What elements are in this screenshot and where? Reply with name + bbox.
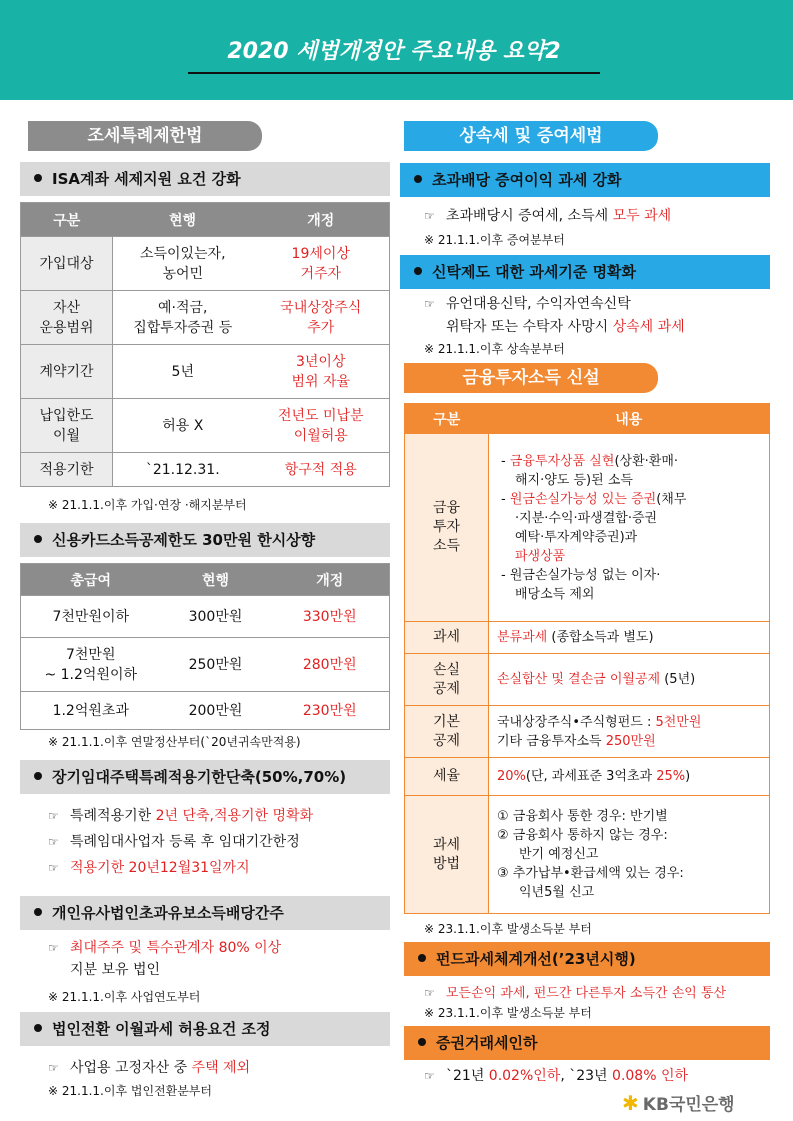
table-isa [20,202,390,487]
heading-corp-text: 법인전환 이월과세 허용요건 조정 [52,1020,271,1038]
pointing-hand-icon: ☞ [48,1061,59,1075]
pointing-hand-icon: ☞ [424,297,435,311]
table-cell-current: 200만원 [161,692,271,730]
note-finance: ※ 23.1.1.이후 발생소득분 부터 [424,922,592,936]
text-highlight: 0.02%인하 [488,1068,561,1084]
table-cell-current: 5년 [113,345,253,399]
text: (단, 과세표준 3억초과 [525,769,657,784]
heading-card-text: 신용카드소득공제한도 30만원 한시상향 [52,531,316,549]
text: ·지분·수익·파생결합·증권 [515,510,658,526]
text: 배당소득 제외 [515,586,595,602]
text: 기타 금융투자소득 [497,733,606,749]
th-current: 현행 [113,203,253,237]
text-highlight: 20% [497,769,526,784]
text-highlight: 0.08% 인하 [612,1068,689,1084]
text: ② 금융회사 통하지 않는 경우: [497,828,668,843]
note-card: ※ 21.1.1.이후 연말정산부터(`20년귀속만적용) [48,735,301,749]
table-row-label: 손실 공제 [405,654,489,706]
table-row-label: 계약기간 [21,345,113,399]
text: ① 금융회사 통한 경우: 반기별 [497,809,668,824]
heading-excess [400,163,770,197]
rental-line-2 [48,832,300,852]
table-row-label: 적용기한 [21,453,113,487]
table-row-label: 가입대상 [21,237,113,291]
th-current: 현행 [161,564,271,596]
star-icon: ✱ [622,1091,639,1115]
text: 특례적용기한 [70,808,156,824]
pointing-hand-icon: ☞ [48,941,59,955]
text-highlight: 적용기한 20년12월31일까지 [70,860,250,876]
table-finance [404,403,770,914]
text-highlight: 상속세 과세 [612,319,685,335]
text: 예탁·투자계약증권)과 [515,529,638,545]
table-cell-current: 허용 X [113,399,253,453]
page-title: 2020 세법개정안 주요내용 요약2 [188,34,600,74]
bullet-icon [418,954,426,962]
heading-isa-text: ISA계좌 세제지원 요건 강화 [52,170,241,188]
heading-excess-text: 초과배당 증여이익 과세 강화 [432,171,622,189]
text-highlight: 금융투자상품 실현 [509,453,615,469]
table-cell-income: - 금융투자상품 실현(상환·환매· 해지·양도 등)된 소득 - 원금손실가능성 있는 증권(채무 ·지분·수익·파생결합·증권 예탁·투자계약증권)과 파생상품 - 원금손실가능성 없는 이자· 배당소득 제외 [489,434,770,622]
table-cell-rate [489,758,770,796]
table-cell-loss [489,654,770,706]
text-highlight: 분류과세 [497,630,548,645]
th-category: 구분 [21,203,113,237]
note-excess: ※ 21.1.1.이후 증여분부터 [424,233,565,247]
heading-corp [20,1012,390,1046]
text: 해지·양도 등)된 소득 [515,472,633,488]
table-row-label: 7천만원이하 [21,596,161,638]
pointing-hand-icon: ☞ [424,1069,435,1083]
text-highlight: 25% [656,769,686,784]
bullet-icon [34,772,42,780]
text: 익년5월 신고 [519,885,595,900]
table-cell-revised: 330만원 [271,596,390,638]
text-highlight: 파생상품 [515,548,566,564]
text: 국내상장주식•주식형펀드 : [497,714,656,730]
text: `21년 [446,1068,489,1084]
trust-line-2 [446,317,685,337]
text: ③ 추가납부•환급세액 있는 경우: [497,866,684,881]
table-row-label: 과세 방법 [405,796,489,914]
note-fund: ※ 23.1.1.이후 발생소득분 부터 [424,1006,592,1020]
th-revised: 개정 [253,203,390,237]
heading-rental [20,760,390,794]
table-cell-current: 250만원 [161,638,271,692]
text: 원금손실가능성 없는 이자· [509,567,661,583]
trust-line-1 [424,294,631,314]
header-banner [0,0,793,100]
pointing-hand-icon: ☞ [48,835,59,849]
pointing-hand-icon: ☞ [48,861,59,875]
bullet-icon [34,535,42,543]
bullet-icon [34,908,42,916]
table-cell-revised: 항구적 적용 [253,453,390,487]
corp-line-1 [48,1058,250,1078]
table-cell-revised: 국내상장주식 추가 [253,291,390,345]
table-cell-deduction [489,706,770,758]
dividend-line-1 [48,938,281,958]
note-isa: ※ 21.1.1.이후 가입·연장 ·해지분부터 [48,498,247,512]
text: 반기 예정신고 [519,847,599,862]
heading-securities [404,1026,770,1060]
heading-trust [400,255,770,289]
logo-text: KB국민은행 [642,1095,735,1115]
table-row-label: 7천만원 ~ 1.2억원이하 [21,638,161,692]
bullet-icon [414,267,422,275]
rental-line-3 [48,858,250,878]
text-highlight: 5천만원 [655,714,702,730]
dividend-line-2: 지분 보유 법인 [70,962,161,978]
text: 초과배당시 증여세, 소득세 [446,208,613,224]
pointing-hand-icon: ☞ [424,209,435,223]
fund-line-1 [424,983,726,1004]
pointing-hand-icon: ☞ [48,809,59,823]
table-row-label: 세율 [405,758,489,796]
table-cell-revised: 전년도 미납분 이월허용 [253,399,390,453]
note-trust: ※ 21.1.1.이후 상속분부터 [424,342,565,356]
section-tab-finance: 금융투자소득 신설 [404,363,658,393]
bullet-icon [34,174,42,182]
excess-line-1 [424,206,671,226]
text: 유언대용신탁, 수익자연속신탁 [446,296,631,312]
section-tab-tax-special: 조세특례제한법 [28,121,262,151]
text: , `23년 [560,1068,613,1084]
table-cell-current: 300만원 [161,596,271,638]
heading-fund [404,942,770,976]
table-cell-current: 예·적금, 집합투자증권 등 [113,291,253,345]
note-dividend: ※ 21.1.1.이후 사업연도부터 [48,990,201,1004]
section-tab-inheritance: 상속세 및 증여세법 [404,121,658,151]
table-card [20,563,390,730]
heading-isa [20,162,390,196]
table-cell-tax [489,622,770,654]
heading-dividend [20,896,390,930]
kb-logo [622,1090,735,1114]
heading-trust-text: 신탁제도 대한 과세기준 명확화 [432,263,637,281]
text: (5년) [660,672,696,687]
table-row-label: 과세 [405,622,489,654]
bullet-icon [418,1038,426,1046]
pointing-hand-icon: ☞ [424,986,435,1000]
table-cell-revised: 19세이상 거주자 [253,237,390,291]
securities-line-1 [424,1066,688,1086]
table-row-label: 자산 운용범위 [21,291,113,345]
text-highlight: 손실합산 및 결손금 이월공제 [497,672,661,687]
text-highlight: 최대주주 및 특수관계자 80% 이상 [70,940,282,956]
text: ) [685,769,691,784]
table-cell-current: `21.12.31. [113,453,253,487]
heading-card [20,523,390,557]
text-highlight: 원금손실가능성 있는 증권 [509,491,657,507]
table-cell-revised: 230만원 [271,692,390,730]
heading-fund-text: 펀드과세체계개선(’23년시행) [436,950,636,968]
bullet-icon [34,1024,42,1032]
table-cell-method [489,796,770,914]
table-row-label: 1.2억원초과 [21,692,161,730]
heading-rental-text: 장기임대주택특례적용기한단축(50%,70%) [52,768,347,786]
text-highlight: 모두 과세 [612,208,672,224]
th-revised: 개정 [271,564,390,596]
text-highlight: 주택 제외 [191,1060,251,1076]
text-highlight: 2년 단축,적용기한 명확화 [155,808,314,824]
table-row-label: 기본 공제 [405,706,489,758]
text-highlight: 모든손익 과세, 펀드간 다른투자 소득간 손익 통산 [446,986,727,1001]
table-row-label: 금융 투자 소득 [405,434,489,622]
table-cell-current: 소득이있는자, 농어민 [113,237,253,291]
note-corp: ※ 21.1.1.이후 법인전환분부터 [48,1084,212,1098]
table-cell-revised: 3년이상 범위 자율 [253,345,390,399]
text: 위탁자 또는 수탁자 사망시 [446,319,613,335]
text: 사업용 고정자산 중 [70,1060,192,1076]
text: (종합소득과 별도) [547,630,654,645]
th-category: 구분 [405,404,489,434]
text: 특례임대사업자 등록 후 임대기간한정 [70,834,300,850]
text-highlight: 250만원 [605,733,656,749]
bullet-icon [414,175,422,183]
heading-securities-text: 증권거래세인하 [436,1034,538,1052]
rental-line-1 [48,806,313,826]
text: (채무 [656,491,687,507]
table-cell-revised: 280만원 [271,638,390,692]
text: (상환·환매· [614,453,679,469]
table-row-label: 납입한도 이월 [21,399,113,453]
th-salary: 총급여 [21,564,161,596]
th-content: 내용 [489,404,770,434]
heading-dividend-text: 개인유사법인초과유보소득배당간주 [52,904,284,922]
